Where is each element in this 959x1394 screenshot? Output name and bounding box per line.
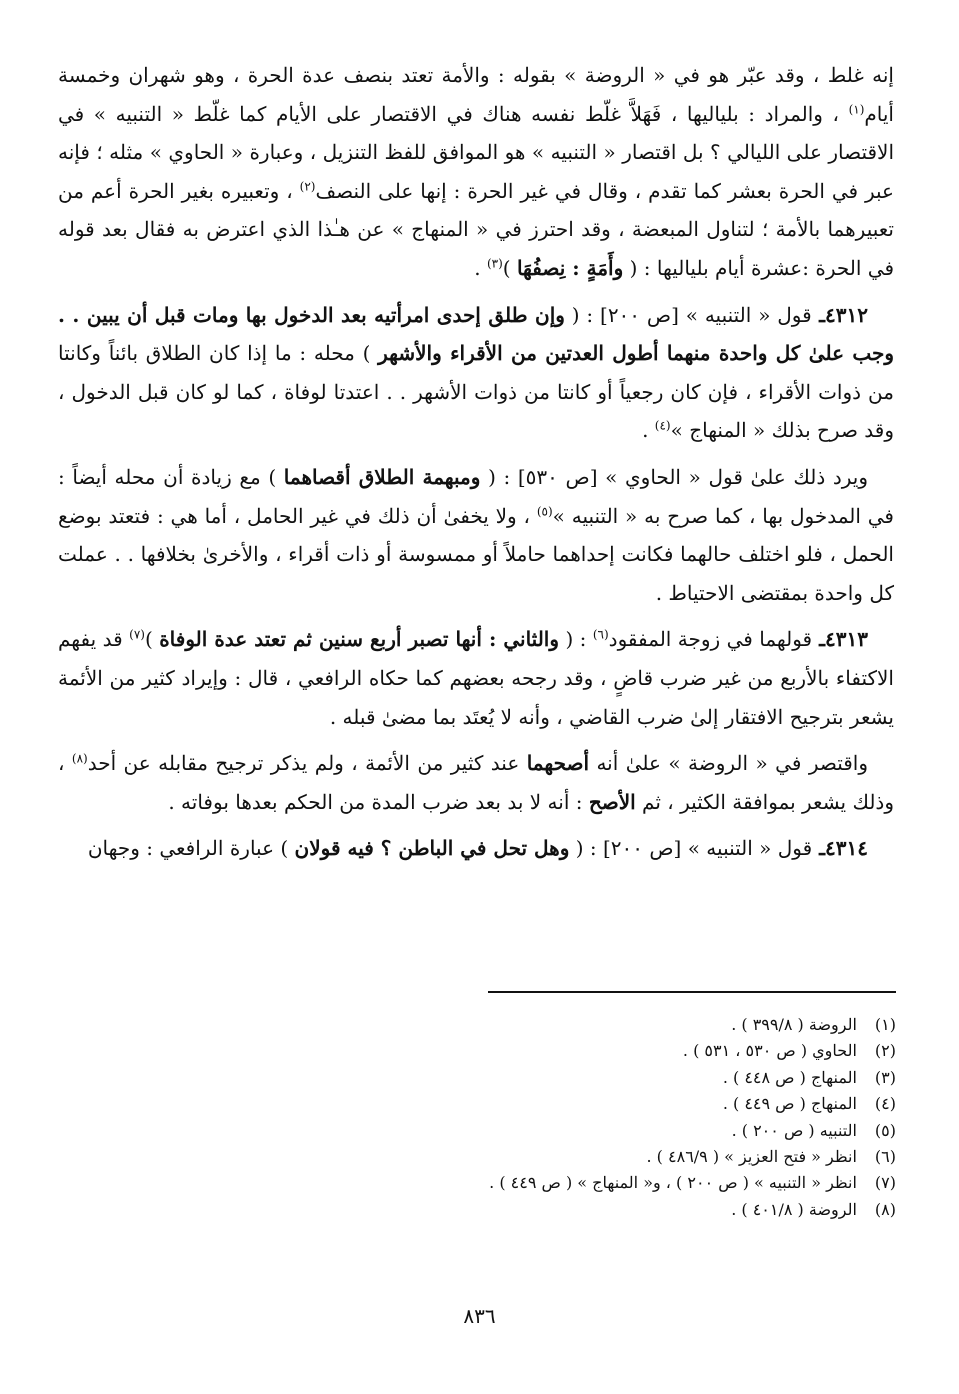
text-run: ، ولا يخفىٰ أن ذلك في غير الحامل ، أما هي : فتعتد بوضع الحمل ، فلو اختلف حالهما فكانت إحداهما حاملاً أو ممسوسة أو ذات أقراء ، والأخرىٰ بخلافها . . عملت كل واحدة بمقتضى الاحتياط . [58, 503, 894, 605]
paragraph [58, 56, 894, 288]
footnote-text: الروضة ( ٤٠١/٨ ) . [731, 1199, 862, 1219]
text-run: قد يفهم الاكتفاء بالأربع من غير ضرب قاضٍ ، وقد رجحه بعضهم كما حكاه الرافعي ، قال : وإيراد كثير من الأئمة يشعر بترجيح الافتقار إلىٰ ضرب القاضي ، وأنه لا يُعتَد بما مضىٰ قبله . [58, 627, 894, 729]
footnote-ref: (٨) [71, 751, 88, 766]
bold-text: ٤٣١٢ـ [811, 302, 868, 327]
footnote-number: (٨) [874, 1199, 896, 1219]
text-run: : ( [559, 627, 593, 652]
bold-text: الأصح [588, 789, 636, 814]
text-run: . [642, 418, 655, 443]
footnote-ref: (١) [848, 101, 865, 116]
footnote-separator [488, 991, 896, 993]
paragraph [58, 620, 894, 736]
footnote-text: الحاوي ( ص ٥٣٠ ، ٥٣١ ) . [682, 1041, 862, 1061]
text-run: ، والمراد : بلياليها ، فَهَلاَّ غلّط نفسه هناك في الاقتصار على الأيام كما غلّط « التنبيه » في الاقتصار على الليالي ؟ بل اقتصار « التنبيه » هو الموافق للفظ التنزيل ، وعبارة « الحاوي » مثله ؛ فإنه عبر في الحرة بعشر كما تقدم ، وقال في غير الحرة : إنها على النصف [58, 101, 894, 203]
footnote-number: (٤) [874, 1094, 896, 1114]
text-run: ويرد ذلك علىٰ قول « الحاوي » [ص ٥٣٠] : ( [480, 464, 869, 489]
text-run: قول « التنبيه » [ص ٢٠٠] : ( [564, 302, 812, 327]
footnote-item [296, 1197, 896, 1223]
text-run: ) مع زيادة أن محله أيضاً : في المدخول بها ، كما صرح به « التنبيه » [58, 464, 894, 528]
footnote-text: المنهاج ( ص ٤٤٩ ) . [722, 1094, 862, 1114]
text-run: ) عبارة الرافعي : وجهان [87, 836, 295, 861]
paragraph [58, 829, 894, 868]
footnote-number: (٣) [874, 1067, 896, 1087]
main-text [58, 56, 894, 868]
bold-text: والثاني : أنها تصبر أربع سنين ثم تعتد عدة الوفاة [159, 627, 560, 652]
footnote-ref: (٧) [129, 627, 145, 642]
footnote-ref: (٥) [536, 503, 553, 518]
text-run: ) [144, 627, 160, 652]
footnote-item [296, 1012, 896, 1038]
bold-text: وإن طلق إحدى امرأتيه بعد الدخول بها ومات قبل أن يبين . . وجب علىٰ كل واحدة منهما أطول العدتين من الأقراء والأشهر [58, 302, 895, 366]
footnote-item [296, 1118, 896, 1144]
footnote-text: انظر « التنبيه » ( ص ٢٠٠ ) ، و« المنهاج » ( ص ٤٤٩ ) . [489, 1173, 862, 1193]
bold-text: ٤٣١٣ـ [812, 627, 868, 652]
bold-text: ومبهمة الطلاق أقصاهما [283, 464, 481, 489]
bold-text: أصحهما [526, 751, 590, 776]
text-run: . [474, 255, 487, 280]
text-run: ، وتعبيره بغير الحرة أعم من تعبيرهما بالأمة ؛ لتناول المبعضة ، وقد احترز في « المنهاج » عن هـٰذا الذي اعترض به فقال بعد قوله في الحرة :عشرة أيام بلياليها : ( [58, 178, 894, 280]
text-run: واقتصر في « الروضة » علىٰ أنه [589, 751, 869, 776]
text-run: عند كثير من الأئمة ، ولم يذكر ترجيح مقابله عن أحد [87, 751, 527, 776]
footnote-ref: (٤) [654, 418, 671, 433]
paragraph [58, 458, 894, 612]
footnote-text: التنبيه ( ص ٢٠٠ ) . [731, 1120, 862, 1140]
footnote-text: انظر « فتح العزيز » ( ٤٨٦/٩ ) . [646, 1147, 862, 1167]
footnote-item [296, 1065, 896, 1091]
footnote-ref: (٢) [299, 179, 316, 194]
footnote-text: الروضة ( ٣٩٩/٨ ) . [731, 1015, 862, 1034]
page-number: ٨٣٦ [463, 1304, 496, 1328]
text-run: ، وذلك يشعر بموافقة الكثير ، ثم [58, 751, 894, 814]
text-run: ) محله : ما إذا كان الطلاق بائناً وكانتا من ذوات الأقراء ، فإن كان رجعياً أو كانتا من ذوات الأشهر . . اعتدتا لوفاة ، كما لو كان قبل الدخول ، وقد صرح بذلك « المنهاج » [58, 341, 894, 443]
text-run: ) [502, 255, 517, 280]
footnote-text: المنهاج ( ص ٤٤٨ ) . [722, 1067, 862, 1087]
footnote-number: (٢) [874, 1041, 896, 1061]
text-run: قول « التنبيه » [ص ٢٠٠] : ( [569, 836, 813, 861]
text-run: : أنه لا بد بعد ضرب المدة من الحكم بعدها بوفاته . [168, 789, 589, 814]
bold-text: وأَمَةٍ : نِصفُهَا [516, 255, 624, 280]
footnote-number: (١) [874, 1015, 896, 1034]
footnote-item [296, 1038, 896, 1064]
footnote-item [296, 1091, 896, 1117]
bold-text: وهل تحل في الباطن ؟ فيه قولان [294, 836, 570, 861]
footnote-item [296, 1170, 896, 1196]
footnote-number: (٦) [874, 1147, 896, 1167]
footnote-number: (٧) [874, 1173, 896, 1193]
text-run: إنه غلط ، وقد عبّر هو في « الروضة » بقوله : والأمة تعتد بنصف عدة الحرة ، وهو شهران وخمسة أيام [58, 63, 894, 126]
footnotes-list [296, 1012, 896, 1223]
paragraph [58, 296, 894, 450]
footnote-number: (٥) [874, 1120, 896, 1140]
footnote-ref: (٦) [592, 627, 609, 642]
footnote-ref: (٣) [486, 256, 503, 271]
footnote-item [296, 1144, 896, 1170]
paragraph [58, 744, 894, 821]
text-run: قولهما في زوجة المفقود [608, 627, 813, 652]
bold-text: ٤٣١٤ـ [812, 836, 868, 861]
